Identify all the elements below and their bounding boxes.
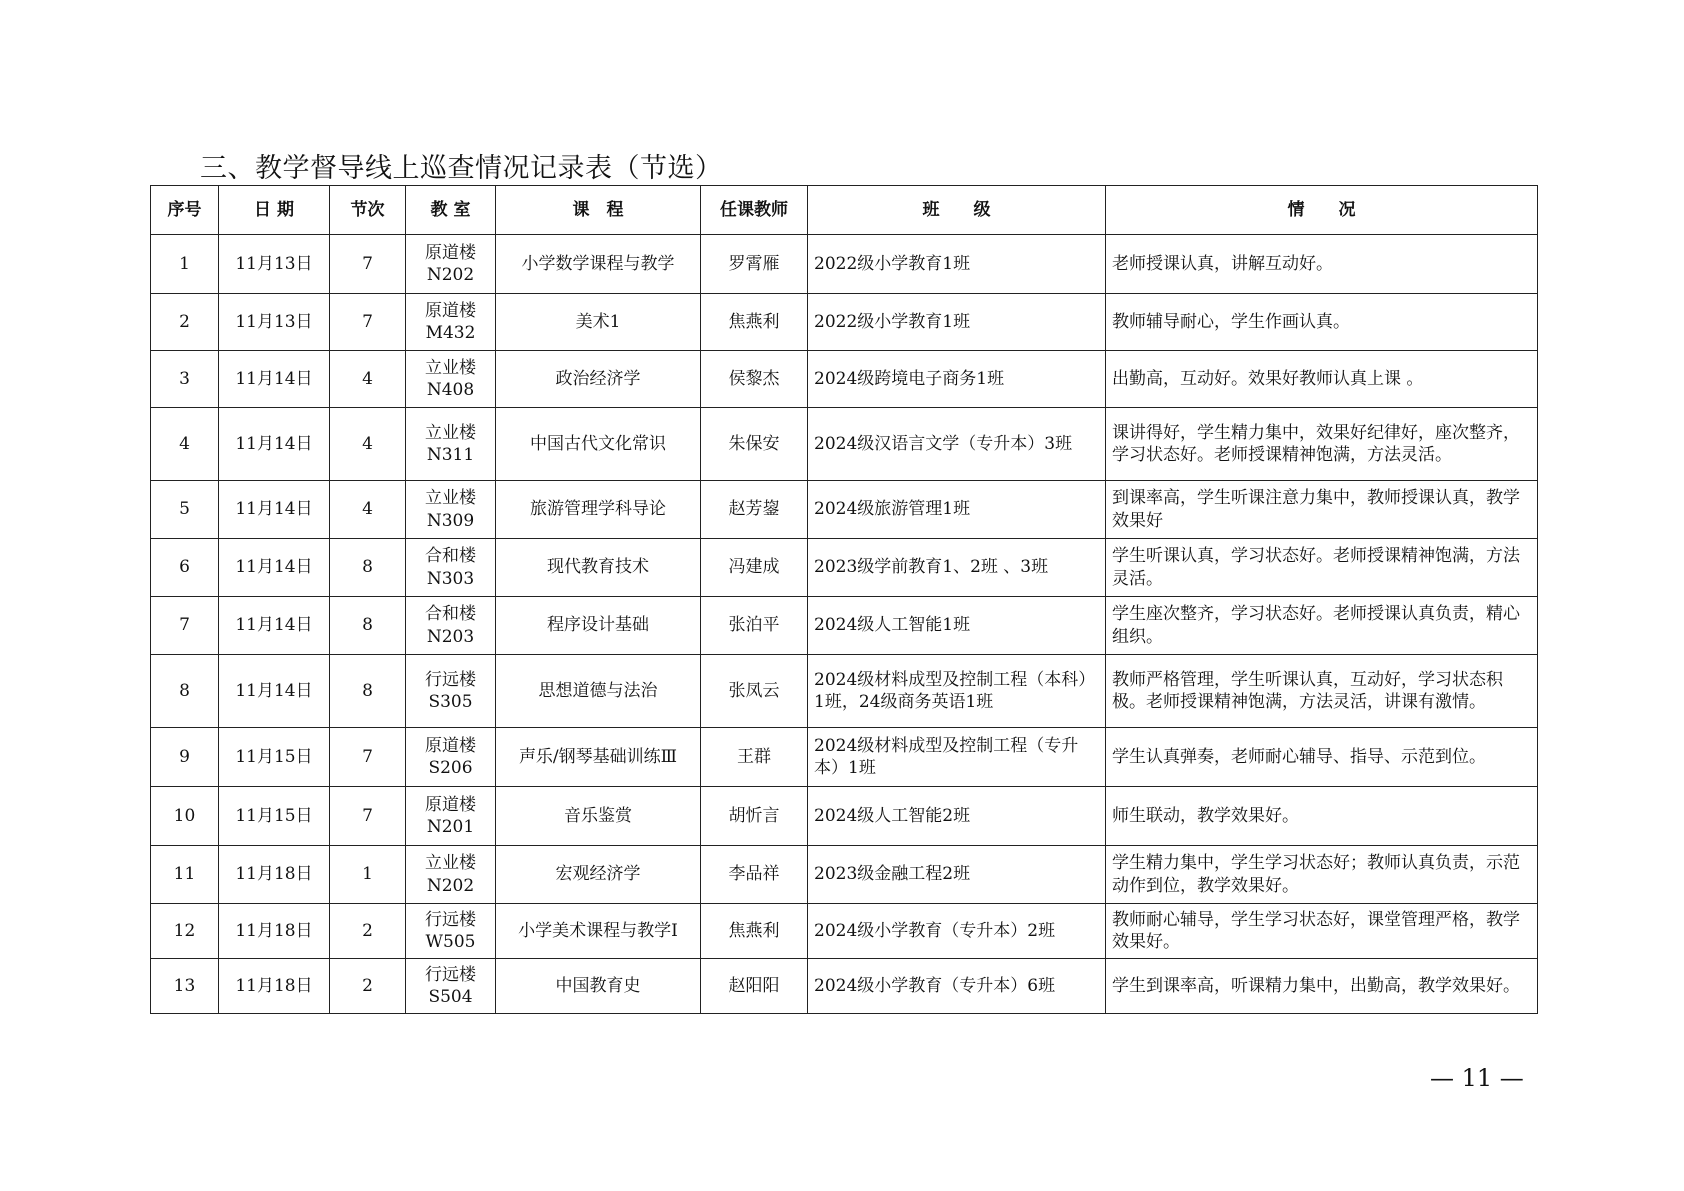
table-row <box>151 294 1538 351</box>
cell-class: 2024级跨境电子商务1班 <box>808 351 1106 408</box>
building-name: 行远楼 <box>425 669 476 690</box>
cell-no: 4 <box>151 408 219 481</box>
cell-no: 8 <box>151 655 219 728</box>
cell-teacher: 李品祥 <box>701 846 808 904</box>
cell-period: 2 <box>330 904 406 959</box>
cell-period: 4 <box>330 408 406 481</box>
cell-course: 中国古代文化常识 <box>496 408 701 481</box>
cell-room <box>406 787 496 846</box>
cell-situation: 到课率高，学生听课注意力集中，教师授课认真，教学效果好 <box>1106 481 1538 539</box>
cell-class: 2024级人工智能2班 <box>808 787 1106 846</box>
header-period: 节次 <box>330 186 406 235</box>
cell-room <box>406 959 496 1014</box>
cell-room <box>406 539 496 597</box>
room-number: S305 <box>428 692 473 712</box>
cell-date: 11月15日 <box>219 787 330 846</box>
cell-no: 13 <box>151 959 219 1014</box>
cell-date: 11月18日 <box>219 959 330 1014</box>
header-no: 序号 <box>151 186 219 235</box>
table-row <box>151 597 1538 655</box>
room-number: W505 <box>425 932 476 952</box>
cell-teacher: 罗霄雁 <box>701 235 808 294</box>
cell-date: 11月13日 <box>219 294 330 351</box>
cell-period: 4 <box>330 351 406 408</box>
table-row <box>151 481 1538 539</box>
cell-no: 2 <box>151 294 219 351</box>
cell-situation: 学生认真弹奏，老师耐心辅导、指导、示范到位。 <box>1106 728 1538 787</box>
building-name: 立业楼 <box>425 422 476 443</box>
cell-date: 11月18日 <box>219 846 330 904</box>
cell-room <box>406 846 496 904</box>
cell-class: 2024级旅游管理1班 <box>808 481 1106 539</box>
cell-teacher: 朱保安 <box>701 408 808 481</box>
header-class: 班 级 <box>808 186 1106 235</box>
cell-no: 3 <box>151 351 219 408</box>
cell-room <box>406 728 496 787</box>
cell-period: 7 <box>330 294 406 351</box>
cell-situation: 教师耐心辅导，学生学习状态好，课堂管理严格，教学效果好。 <box>1106 904 1538 959</box>
cell-class: 2024级材料成型及控制工程（专升本）1班 <box>808 728 1106 787</box>
cell-room <box>406 655 496 728</box>
cell-course: 小学数学课程与教学 <box>496 235 701 294</box>
cell-situation: 教师辅导耐心，学生作画认真。 <box>1106 294 1538 351</box>
header-teacher: 任课教师 <box>701 186 808 235</box>
room-number: N202 <box>426 875 475 896</box>
building-name: 原道楼 <box>425 242 476 263</box>
cell-situation: 学生座次整齐，学习状态好。老师授课认真负责，精心组织。 <box>1106 597 1538 655</box>
cell-course: 政治经济学 <box>496 351 701 408</box>
cell-no: 10 <box>151 787 219 846</box>
header-course: 课 程 <box>496 186 701 235</box>
room-number: N309 <box>426 510 475 531</box>
cell-situation: 学生到课率高，听课精力集中，出勤高，教学效果好。 <box>1106 959 1538 1014</box>
room-number: N303 <box>426 568 475 589</box>
cell-course: 美术1 <box>496 294 701 351</box>
table-header-row <box>151 186 1538 235</box>
cell-situation: 教师严格管理，学生听课认真，互动好，学习状态积极。老师授课精神饱满，方法灵活，讲课有激情。 <box>1106 655 1538 728</box>
cell-teacher: 赵芳鋆 <box>701 481 808 539</box>
building-name: 立业楼 <box>425 853 476 874</box>
cell-date: 11月18日 <box>219 904 330 959</box>
table-row <box>151 959 1538 1014</box>
cell-class: 2024级汉语言文学（专升本）3班 <box>808 408 1106 481</box>
cell-room <box>406 408 496 481</box>
cell-date: 11月15日 <box>219 728 330 787</box>
cell-course: 程序设计基础 <box>496 597 701 655</box>
cell-no: 5 <box>151 481 219 539</box>
table-row <box>151 728 1538 787</box>
cell-class: 2023级金融工程2班 <box>808 846 1106 904</box>
cell-course: 中国教育史 <box>496 959 701 1014</box>
cell-room <box>406 235 496 294</box>
header-room: 教 室 <box>406 186 496 235</box>
cell-course: 小学美术课程与教学Ⅰ <box>496 904 701 959</box>
cell-date: 11月13日 <box>219 235 330 294</box>
cell-period: 7 <box>330 787 406 846</box>
building-name: 原道楼 <box>425 735 476 756</box>
room-number: N408 <box>426 380 475 400</box>
table-row <box>151 351 1538 408</box>
cell-class: 2022级小学教育1班 <box>808 235 1106 294</box>
cell-period: 7 <box>330 235 406 294</box>
building-name: 原道楼 <box>425 300 476 321</box>
cell-teacher: 王群 <box>701 728 808 787</box>
cell-date: 11月14日 <box>219 481 330 539</box>
cell-no: 6 <box>151 539 219 597</box>
cell-no: 11 <box>151 846 219 904</box>
cell-teacher: 侯黎杰 <box>701 351 808 408</box>
building-name: 行远楼 <box>425 909 476 930</box>
room-number: N202 <box>426 265 475 285</box>
room-number: M432 <box>425 323 476 343</box>
room-number: N311 <box>426 445 475 465</box>
table-row <box>151 408 1538 481</box>
building-name: 立业楼 <box>425 357 476 378</box>
cell-situation: 出勤高，互动好。效果好教师认真上课 。 <box>1106 351 1538 408</box>
cell-class: 2023级学前教育1、2班 、3班 <box>808 539 1106 597</box>
page-number: — 11 — <box>1430 1064 1524 1092</box>
cell-teacher: 胡忻言 <box>701 787 808 846</box>
room-number: S206 <box>428 758 473 778</box>
cell-course: 宏观经济学 <box>496 846 701 904</box>
cell-class: 2024级材料成型及控制工程（本科）1班，24级商务英语1班 <box>808 655 1106 728</box>
cell-class: 2022级小学教育1班 <box>808 294 1106 351</box>
cell-date: 11月14日 <box>219 351 330 408</box>
cell-teacher: 焦燕利 <box>701 904 808 959</box>
table-row <box>151 846 1538 904</box>
cell-room <box>406 481 496 539</box>
cell-course: 声乐/钢琴基础训练Ⅲ <box>496 728 701 787</box>
section-title: 三、教学督导线上巡查情况记录表（节选） <box>200 153 723 184</box>
cell-room <box>406 904 496 959</box>
building-name: 立业楼 <box>425 488 476 509</box>
cell-class: 2024级人工智能1班 <box>808 597 1106 655</box>
room-number: N201 <box>426 817 475 837</box>
cell-no: 1 <box>151 235 219 294</box>
table-row <box>151 655 1538 728</box>
cell-date: 11月14日 <box>219 655 330 728</box>
room-number: S504 <box>428 987 473 1007</box>
table-row <box>151 235 1538 294</box>
cell-situation: 师生联动，教学效果好。 <box>1106 787 1538 846</box>
cell-teacher: 冯建成 <box>701 539 808 597</box>
inspection-record-table <box>150 185 1538 1014</box>
cell-course: 旅游管理学科导论 <box>496 481 701 539</box>
table-row <box>151 539 1538 597</box>
cell-teacher: 张凤云 <box>701 655 808 728</box>
cell-teacher: 赵阳阳 <box>701 959 808 1014</box>
cell-no: 12 <box>151 904 219 959</box>
cell-period: 8 <box>330 597 406 655</box>
cell-period: 1 <box>330 846 406 904</box>
cell-situation: 老师授课认真，讲解互动好。 <box>1106 235 1538 294</box>
cell-period: 7 <box>330 728 406 787</box>
cell-situation: 学生听课认真，学习状态好。老师授课精神饱满，方法灵活。 <box>1106 539 1538 597</box>
cell-period: 2 <box>330 959 406 1014</box>
cell-teacher: 焦燕利 <box>701 294 808 351</box>
cell-room <box>406 294 496 351</box>
table-row <box>151 904 1538 959</box>
building-name: 合和楼 <box>425 546 476 567</box>
cell-no: 7 <box>151 597 219 655</box>
cell-period: 8 <box>330 655 406 728</box>
cell-teacher: 张泊平 <box>701 597 808 655</box>
cell-date: 11月14日 <box>219 408 330 481</box>
header-date: 日 期 <box>219 186 330 235</box>
cell-room <box>406 597 496 655</box>
building-name: 原道楼 <box>425 794 476 815</box>
cell-class: 2024级小学教育（专升本）6班 <box>808 959 1106 1014</box>
building-name: 合和楼 <box>425 604 476 625</box>
building-name: 行远楼 <box>425 964 476 985</box>
cell-no: 9 <box>151 728 219 787</box>
cell-period: 8 <box>330 539 406 597</box>
cell-date: 11月14日 <box>219 539 330 597</box>
header-situation: 情 况 <box>1106 186 1538 235</box>
room-number: N203 <box>426 626 475 647</box>
cell-class: 2024级小学教育（专升本）2班 <box>808 904 1106 959</box>
cell-situation: 学生精力集中，学生学习状态好；教师认真负责，示范动作到位，教学效果好。 <box>1106 846 1538 904</box>
cell-date: 11月14日 <box>219 597 330 655</box>
cell-course: 思想道德与法治 <box>496 655 701 728</box>
cell-course: 现代教育技术 <box>496 539 701 597</box>
cell-course: 音乐鉴赏 <box>496 787 701 846</box>
cell-situation: 课讲得好，学生精力集中，效果好纪律好，座次整齐，学习状态好。老师授课精神饱满，方法灵活。 <box>1106 408 1538 481</box>
cell-period: 4 <box>330 481 406 539</box>
cell-room <box>406 351 496 408</box>
table-row <box>151 787 1538 846</box>
